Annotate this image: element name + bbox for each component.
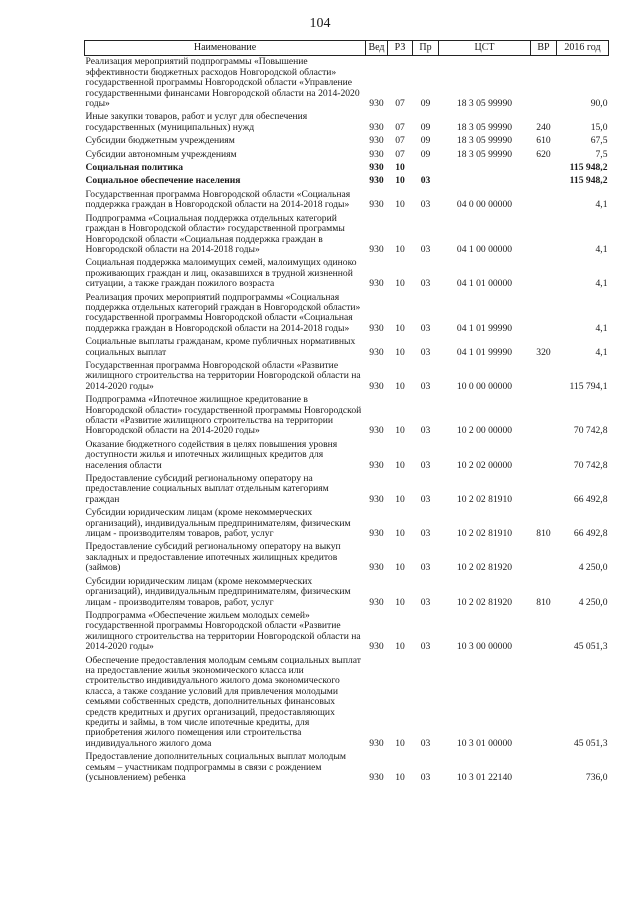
row-name: Оказание бюджетного содействия в целях повышения уровня доступности жилья и ипотечных жилищных кредитов для населения области: [85, 438, 338, 471]
table-row: [85, 336, 609, 360]
row-ved: 930: [369, 175, 384, 187]
header-rz: РЗ: [388, 41, 413, 56]
row-amount: 7,5: [595, 148, 608, 160]
row-rz: 07: [395, 135, 405, 147]
row-rz: 10: [395, 175, 405, 187]
row-cst: 04 1 01 99990: [456, 346, 513, 358]
row-amount: 115 794,1: [569, 380, 608, 392]
row-vr: [531, 610, 557, 655]
row-rz: 07: [395, 98, 405, 110]
table-row: [85, 473, 609, 507]
row-vr: [531, 751, 557, 785]
row-pr: 03: [420, 528, 431, 540]
row-amount: 4 250,0: [578, 562, 608, 574]
page-number: 104: [309, 16, 331, 31]
row-pr: 03: [420, 459, 431, 471]
row-name: Социальные выплаты гражданам, кроме публичных нормативных социальных выплат: [85, 336, 356, 358]
row-rz: 10: [395, 278, 405, 290]
row-cst: 10 0 00 00000: [456, 380, 513, 392]
row-pr: 03: [420, 596, 431, 608]
row-vr: [531, 213, 557, 258]
row-cst: 10 3 01 22140: [456, 772, 513, 783]
row-amount: 4,1: [595, 278, 608, 290]
row-rz: 10: [395, 380, 405, 392]
row-cst: 04 1 01 99990: [456, 322, 513, 334]
row-name: Обеспечение предоставления молодым семьям социальных выплат на предоставление жилья экономического класса или строительство индивидуального жилого дома экономического класса, а также создание условий для привлечения молодыми семьями собственных средств, дополнительных финансовых средств кредитных и других организаций, предоставляющих кредиты и займы, в том числе ипотечные кредиты, для приобретения жилого помещения или строительства индивидуального жилого дома: [85, 654, 361, 749]
row-pr: 03: [420, 641, 431, 653]
row-name: Реализация прочих мероприятий подпрограммы «Социальная поддержка отдельных категорий граждан в Новгородской области» государственной программы Новгородской области «Социальная поддержка граждан в Новгородской области на 2014-2018 годы»: [85, 291, 361, 334]
row-vr: [531, 394, 557, 439]
table-row: [85, 610, 609, 655]
row-cst: 10 2 00 00000: [456, 425, 513, 437]
row-pr: 09: [420, 98, 431, 110]
row-rz: 10: [395, 737, 405, 749]
row-rz: 10: [395, 772, 405, 783]
row-pr: 03: [420, 322, 431, 334]
row-cst: 04 1 01 00000: [456, 278, 513, 290]
row-cst: 10 2 02 00000: [456, 459, 513, 471]
row-vr: [531, 473, 557, 507]
row-vr: [531, 655, 557, 752]
row-ved: 930: [369, 243, 384, 255]
row-vr: [531, 439, 557, 473]
row-amount: 70 742,8: [573, 425, 608, 437]
row-ved: 930: [369, 528, 384, 540]
row-vr: [531, 56, 557, 112]
row-cst: 18 3 05 99990: [456, 121, 513, 133]
table-row: [85, 394, 609, 439]
row-ved: 930: [369, 278, 384, 290]
header-name: Наименование: [85, 41, 366, 56]
row-rz: 10: [395, 596, 405, 608]
row-name: Предоставление субсидий региональному оператору на выкуп закладных и предоставление ипотечных жилищных кредитов (займов): [85, 541, 341, 574]
row-amount: 115 948,2: [569, 175, 608, 187]
row-rz: 10: [395, 641, 405, 653]
row-cst: 10 3 01 00000: [456, 737, 513, 749]
row-name: Субсидии автономным учреждениям: [85, 148, 237, 160]
row-cst: 04 0 00 00000: [456, 199, 513, 211]
row-amount: 4,1: [595, 199, 608, 211]
row-rz: 10: [395, 199, 405, 211]
row-name: Подпрограмма «Обеспечение жильем молодых семей» государственной программы Новгородской области «Развитие жилищного строительства на территории Новгородской области на 2014-2020 годы»: [85, 609, 361, 653]
row-ved: 930: [369, 737, 384, 749]
table-row: [85, 292, 609, 337]
row-rz: 07: [395, 121, 405, 133]
table-row: [85, 162, 609, 175]
row-name: Подпрограмма «Ипотечное жилищное кредитование в Новгородской области» государственной программы Новгородской области «Развитие жилищного строительства на территории Новгородской области на 2014-2020 годы»: [85, 394, 362, 437]
table-row: [85, 213, 609, 258]
row-name: Государственная программа Новгородской области «Социальная поддержка граждан в Новгородской области на 2014-2018 годы»: [85, 188, 351, 211]
row-amount: 66 492,8: [573, 493, 608, 505]
row-name: Государственная программа Новгородской области «Развитие жилищного строительства на территории Новгородской области на 2014-2020 годы»: [85, 359, 361, 392]
row-cst: 10 2 02 81910: [456, 493, 513, 505]
row-rz: 10: [395, 562, 405, 574]
row-rz: 10: [395, 346, 405, 358]
row-vr: [531, 175, 557, 188]
row-amount: 736,0: [585, 772, 608, 783]
row-ved: 930: [369, 641, 384, 653]
row-pr: 03: [420, 278, 431, 290]
row-amount: 4,1: [595, 346, 608, 358]
row-cst: 18 3 05 99990: [456, 148, 513, 160]
table-row: [85, 655, 609, 752]
table-row: [85, 135, 609, 148]
row-vr: [531, 162, 557, 175]
row-name: Подпрограмма «Социальная поддержка отдельных категорий граждан в Новгородской области» государственной программы Новгородской области «Социальная поддержка граждан в Новгородской области на 2014-2018 годы»: [85, 212, 345, 255]
row-pr: 03: [420, 175, 431, 187]
header-vr: ВР: [531, 41, 557, 56]
row-ved: 930: [369, 493, 384, 505]
row-name: Предоставление субсидий региональному оператору на предоставление социальных выплат отдельным категориям граждан: [85, 473, 329, 505]
row-amount: 4 250,0: [578, 596, 608, 608]
row-pr: 03: [420, 562, 431, 574]
row-cst: 10 2 02 81920: [456, 596, 513, 608]
row-name: Иные закупки товаров, работ и услуг для обеспечения государственных (муниципальных) нужд: [85, 111, 308, 133]
row-name: Предоставление дополнительных социальных выплат молодым семьям – участникам подпрограммы в связи с рождением (усыновлением) ребенка: [85, 751, 346, 783]
row-rz: 10: [395, 528, 405, 540]
row-ved: 930: [369, 346, 384, 358]
row-vr: [531, 292, 557, 337]
table-row: [85, 541, 609, 575]
table-row: [85, 149, 609, 162]
row-rz: 10: [395, 459, 405, 471]
row-amount: 4,1: [595, 243, 608, 255]
row-amount: 66 492,8: [573, 528, 608, 540]
row-vr: 810: [536, 528, 551, 540]
row-pr: 09: [420, 121, 431, 133]
row-vr: [531, 360, 557, 394]
row-pr: 03: [420, 737, 431, 749]
row-rz: 10: [395, 425, 405, 437]
row-vr: [531, 541, 557, 575]
row-name: Реализация мероприятий подпрограммы «Повышение эффективности бюджетных расходов Новгородской области» государственной программы Новгородской области «Управление государственными финансами Новгородской области на 2014-2020 годы»: [85, 56, 360, 110]
budget-table: [84, 40, 609, 785]
row-rz: 10: [395, 322, 405, 334]
row-ved: 930: [369, 596, 384, 608]
row-rz: 07: [395, 148, 405, 160]
table-row: [85, 360, 609, 394]
row-ved: 930: [369, 98, 384, 110]
row-name: Субсидии бюджетным учреждениям: [85, 135, 235, 147]
row-pr: 09: [420, 135, 431, 147]
row-pr: 03: [420, 493, 431, 505]
row-pr: [413, 162, 439, 175]
row-ved: 930: [369, 121, 384, 133]
row-cst: 10 3 00 00000: [456, 641, 513, 653]
table-header-row: [85, 41, 609, 56]
row-cst: 10 2 02 81920: [456, 562, 513, 574]
row-cst: 18 3 05 99990: [456, 98, 513, 110]
row-pr: 03: [420, 425, 431, 437]
row-ved: 930: [369, 380, 384, 392]
row-cst: 10 2 02 81910: [456, 528, 513, 540]
row-amount: 67,5: [590, 135, 608, 147]
row-ved: 930: [369, 772, 384, 783]
row-cst: [439, 175, 531, 188]
row-amount: 115 948,2: [569, 162, 608, 174]
row-pr: 09: [420, 148, 431, 160]
row-vr: [531, 189, 557, 213]
row-rz: 10: [395, 162, 405, 174]
row-amount: 45 051,3: [573, 737, 608, 749]
row-vr: [531, 257, 557, 291]
row-pr: 03: [420, 243, 431, 255]
row-amount: 70 742,8: [573, 459, 608, 471]
table-row: [85, 189, 609, 213]
row-ved: 930: [369, 459, 384, 471]
table-row: [85, 439, 609, 473]
row-amount: 45 051,3: [573, 641, 608, 653]
row-amount: 4,1: [595, 322, 608, 334]
row-rz: 10: [395, 243, 405, 255]
row-cst: [439, 162, 531, 175]
row-ved: 930: [369, 322, 384, 334]
row-pr: 03: [420, 380, 431, 392]
table-row: [85, 175, 609, 188]
row-pr: 03: [420, 199, 431, 211]
header-ved: Вед: [366, 41, 388, 56]
table-row: [85, 507, 609, 541]
table-row: [85, 576, 609, 610]
row-ved: 930: [369, 148, 384, 160]
row-amount: 90,0: [590, 98, 608, 110]
row-amount: 15,0: [590, 121, 608, 133]
row-name: Субсидии юридическим лицам (кроме некоммерческих организаций), индивидуальным предпринимателям, физическим лицам - производителям товаров, работ, услуг: [85, 575, 351, 608]
row-rz: 10: [395, 493, 405, 505]
row-ved: 930: [369, 425, 384, 437]
row-cst: 04 1 00 00000: [456, 243, 513, 255]
header-pr: Пр: [413, 41, 439, 56]
row-name: Субсидии юридическим лицам (кроме некоммерческих организаций), индивидуальным предпринимателям, физическим лицам - производителям товаров, работ, услуг: [85, 507, 351, 540]
table-row: [85, 56, 609, 112]
header-amount: 2016 год: [557, 41, 609, 56]
table-row: [85, 751, 609, 785]
header-cst: ЦСТ: [439, 41, 531, 56]
table-row: [85, 257, 609, 291]
row-cst: 18 3 05 99990: [456, 135, 513, 147]
row-vr: 240: [536, 121, 551, 133]
row-ved: 930: [369, 162, 384, 174]
row-name: Социальная политика: [85, 162, 184, 174]
row-ved: 930: [369, 199, 384, 211]
row-name: Социальная поддержка малоимущих семей, малоимущих одиноко проживающих граждан и лиц, оказавшихся в трудной жизненной ситуации, а также граждан пожилого возраста: [85, 257, 357, 290]
row-pr: 03: [420, 772, 431, 783]
row-vr: 620: [536, 148, 551, 160]
row-ved: 930: [369, 135, 384, 147]
row-vr: 610: [536, 135, 551, 147]
row-vr: 810: [536, 596, 551, 608]
table-row: [85, 111, 609, 135]
table-body: [85, 56, 609, 786]
row-vr: 320: [536, 346, 551, 358]
row-pr: 03: [420, 346, 431, 358]
row-name: Социальное обеспечение населения: [85, 175, 241, 187]
row-ved: 930: [369, 562, 384, 574]
